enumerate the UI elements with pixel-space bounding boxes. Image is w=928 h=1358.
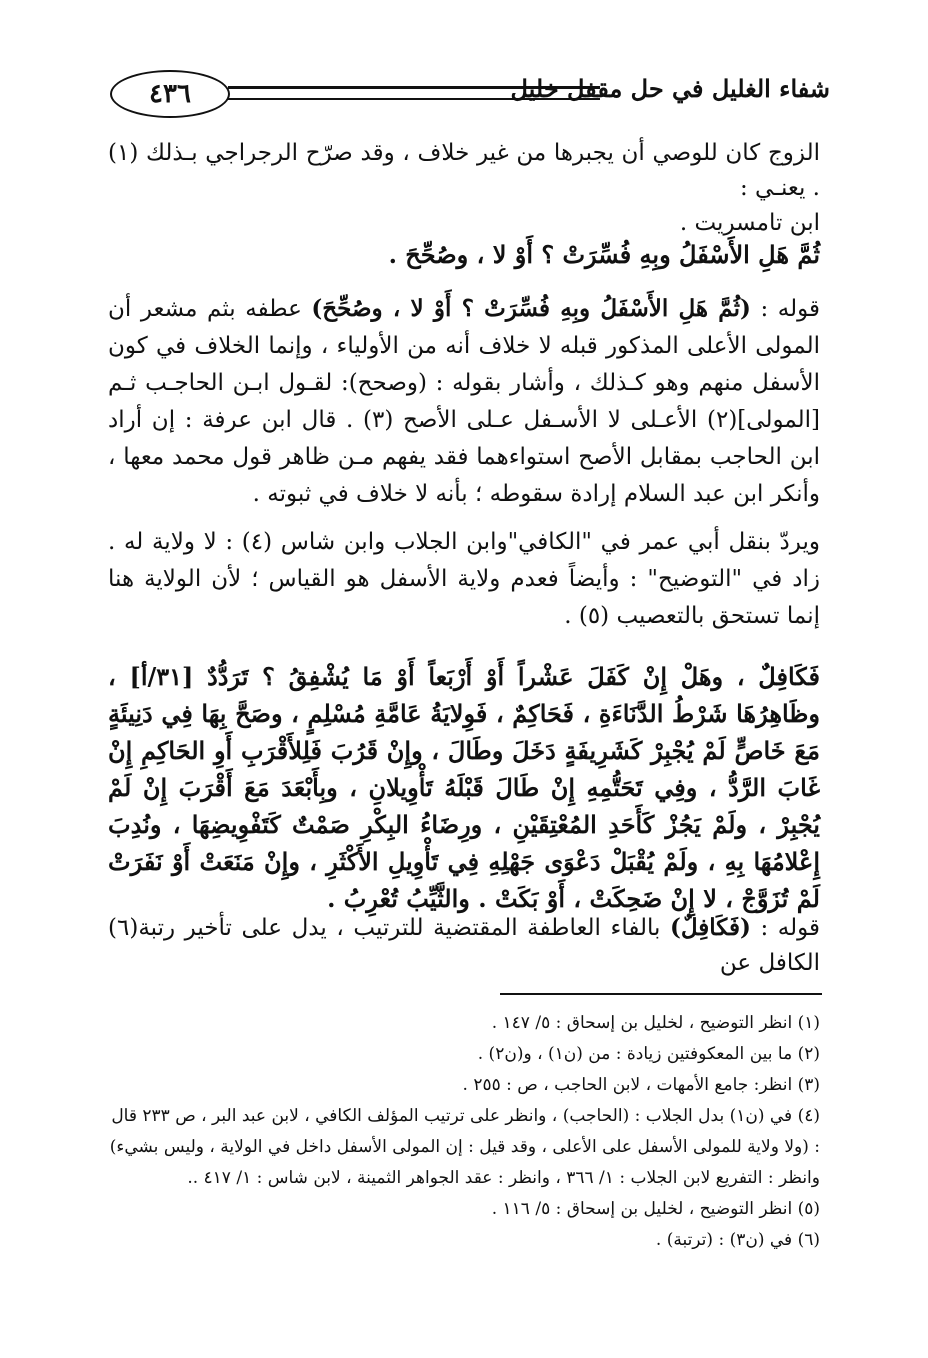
qawluhu-label: قوله : xyxy=(750,296,820,322)
running-title: شفاء الغليل في حل مقفل خليل xyxy=(510,74,830,103)
footnotes xyxy=(108,1008,820,1256)
paragraph-1 xyxy=(108,136,820,241)
qawluhu-label: قوله : xyxy=(750,915,820,941)
text-line: ابن تامسريت . xyxy=(679,210,820,236)
paragraph-4 xyxy=(108,910,820,981)
text-line: الزوج كان للوصي أن يجبرها من غير خلاف ، وقد صرّح الرجراجي بـذلك (١) . يعنـي : xyxy=(108,140,820,201)
footnote: (٢) ما بين المعكوفتين زيادة : من (ن١) ، و(ن٢) . xyxy=(477,1044,820,1064)
page-header xyxy=(110,70,830,120)
paragraph-3 xyxy=(108,524,820,635)
page-number: ٤٣٦ xyxy=(110,70,230,118)
commentary-text: عطفه بثم مشعر أن المولى الأعلى المذكور قبله لا خلاف أنه من الأولياء ، وإنما الخلاف في كون الأسفل منهم وهو كـذلك ، وأشار بقوله : (وصحح): لقـول ابـن الحاجـب ثـم [المولى](٢) الأعـلى لا الأسـفل عـلى الأصح (٣) . قال ابن عرفة : إن أراد ابن الحاجب بمقابل الأصح استواءهما فقد يفهم مـن ظاهر قول محمد معها ، وأنكر ابن عبد السلام إرادة سقوطه ؛ بأنه لا خلاف في ثبوته . xyxy=(108,296,821,507)
paragraph-2 xyxy=(108,290,820,513)
matn-2 xyxy=(108,658,820,917)
commentary-text: ويردّ بنقل أبي عمر في "الكافي"وابن الجلاب وابن شاس (٤) : لا ولاية له . زاد في "التوضيح" : وأيضاً فعدم ولاية الأسفل هو القياس ؛ لأن الولاية هنا إنما تستحق بالتعصيب (٥) . xyxy=(108,529,820,629)
footnote-separator xyxy=(500,993,822,995)
footnote: (٥) انظر التوضيح ، لخليل بن إسحاق : ٥/ ١١٦ . xyxy=(491,1199,820,1219)
commentary-text: بالفاء العاطفة المقتضية للترتيب ، يدل على تأخير رتبة(٦) الكافل عن xyxy=(108,915,820,976)
lemma: (ثُمَّ هَلِ الأَسْفَلُ وبِهِ فُسِّرَتْ ؟ أَوْ لا ، وصُحِّحَ) xyxy=(311,295,751,322)
matn-text: ثُمَّ هَلِ الأَسْفَلُ وبِهِ فُسِّرَتْ ؟ أَوْ لا ، وصُحِّحَ . xyxy=(388,240,820,269)
footnote: (٣) انظر: جامع الأمهات ، لابن الحاجب ، ص : ٢٥٥ . xyxy=(462,1075,820,1095)
matn-1 xyxy=(108,236,820,273)
lemma: (فَكَافِلٌ) xyxy=(669,914,751,941)
matn-text: فَكَافِلٌ ، وهَلْ إِنْ كَفَلَ عَشْراً أَوْ أَرْبَعاً أَوْ مَا يُشْفِقُ ؟ تَرَدُّدٌ [٣١/أ] ، وظَاهِرُهَا شَرْطُ الدَّنَاءَةِ ، فَحَاكِمٌ ، فَوِلايَةُ عَامَّةِ مُسْلِمٍ ، وصَحَّ بِهَا فِي دَنِيئَةٍ مَعَ خَاصٍّ لَمْ يُجْبِرْ كَشَرِيفَةٍ دَخَلَ وطَالَ ، وإِنْ قَرُبَ فَلِلأَقْرَبِ أَوِ الحَاكِمِ إِنْ غَابَ الرَّدُّ ، وفِي تَحَتُّمِهِ إِنْ طَالَ قَبْلَهُ تَأْوِيلانِ ، وبِأَبْعَدَ مَعَ أَقْرَبَ إِنْ لَمْ يُجْبِرْ ، ولَمْ يَجُزْ كَأَحَدِ المُعْتِقَيْنِ ، ورِضَاءُ البِكْرِ صَمْتٌ كَتَفْوِيضِهَا ، ونُدِبَ إِعْلامُهَا بِهِ ، ولَمْ يُقْبَلْ دَعْوَى جَهْلِهِ فِي تَأْوِيلِ الأَكْثَرِ ، وإِنْ مَنَعَتْ أَوْ نَفَرَتْ لَمْ تُزَوَّجْ ، لا إِنْ ضَحِكَتْ ، أَوْ بَكَتْ . والثَّيِّبُ تُعْرِبُ . xyxy=(108,662,820,913)
footnote: (١) انظر التوضيح ، لخليل بن إسحاق : ٥/ ١٤٧ . xyxy=(491,1013,820,1033)
footnote: (٦) في (ن٣) : (ترتبة) . xyxy=(655,1230,820,1250)
footnote: (٤) في (ن١) بدل الجلاب : (الحاجب) ، وانظر على ترتيب المؤلف الكافي ، لابن عبد البر ، ص ٢٣٣ قال : (ولا ولاية للمولى الأسفل على الأعلى ، وقد قيل : إن المولى الأسفل داخل في الولاية ، وليس بشيء) وانظر : التفريع لابن الجلاب : ١/ ٣٦٦ ، وانظر : عقد الجواهر الثمينة ، لابن شاس : ١/ ٤١٧ .. xyxy=(109,1106,820,1188)
